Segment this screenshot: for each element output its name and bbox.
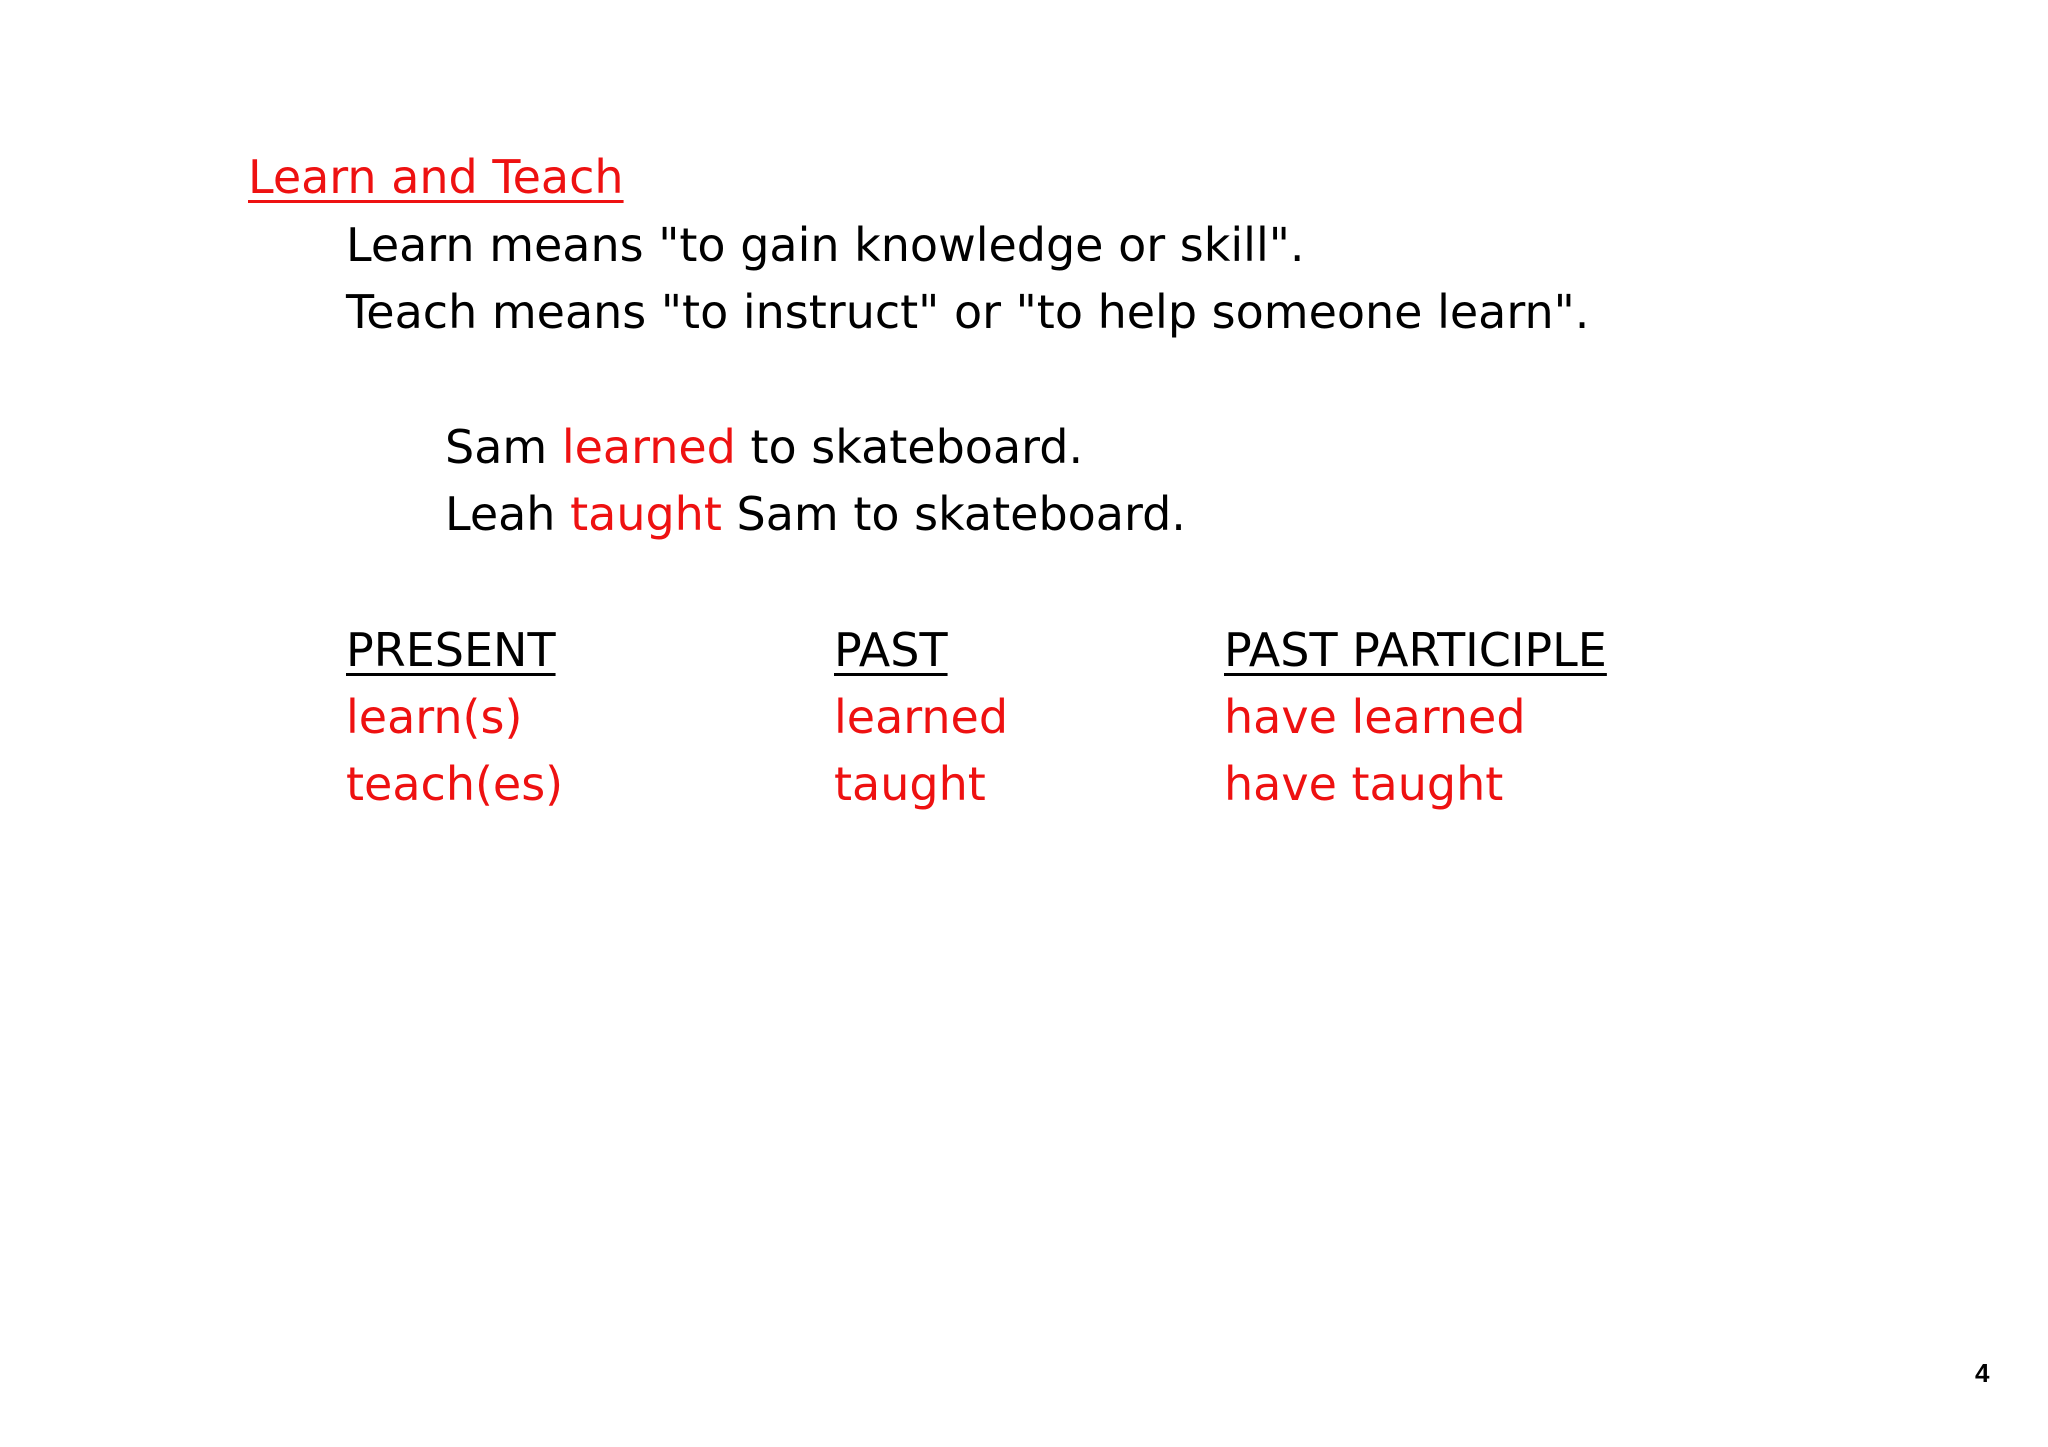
cell-present-learn: learn(s) [346,690,523,744]
cell-past-learn: learned [834,690,1009,744]
header-present: PRESENT [346,623,556,677]
example-text: Sam [445,420,562,474]
header-past-participle: PAST PARTICIPLE [1224,623,1607,677]
example-text: Leah [445,487,571,541]
page-title: Learn and Teach [248,150,624,204]
example-text: Sam to skateboard. [721,487,1186,541]
example-highlight-verb: learned [561,420,736,474]
page-number: 4 [1975,1358,1990,1388]
example-highlight-verb: taught [570,487,722,541]
example-text: to skateboard. [735,420,1084,474]
cell-past-teach: taught [834,757,986,811]
definition-learn: Learn means "to gain knowledge or skill". [346,218,1305,272]
example-sentence-taught [445,487,1186,541]
example-sentence-learned [445,420,1084,474]
header-past: PAST [834,623,948,677]
cell-participle-learn: have learned [1224,690,1526,744]
cell-present-teach: teach(es) [346,757,564,811]
definition-teach: Teach means "to instruct" or "to help someone learn". [346,285,1590,339]
cell-participle-teach: have taught [1224,757,1504,811]
